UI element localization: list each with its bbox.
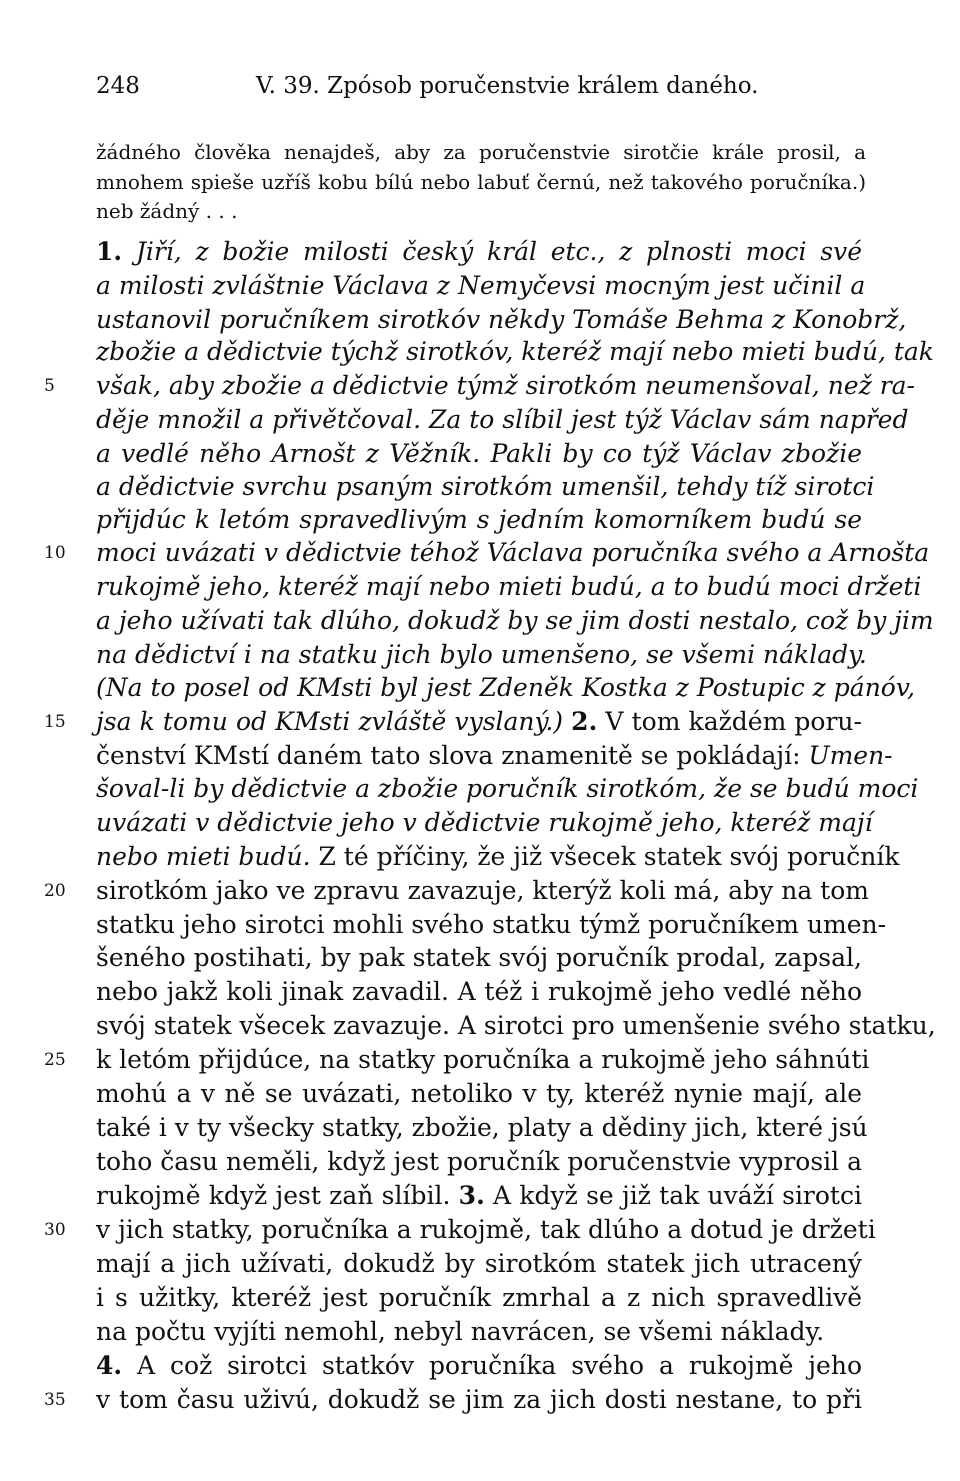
- text-line: uvázati v dědictvie jeho v dědictvie rukojmě jeho, kteréž mají: [96, 808, 873, 837]
- line-number: 30: [44, 1220, 66, 1240]
- text-line: rukojmě jeho, kteréž mají nebo mieti budú, a to budú moci držeti: [96, 572, 922, 601]
- text-line: a milosti zvláštnie Václava z Nemyčevsi mocným jest učinil a: [96, 271, 866, 300]
- text-line: statku jeho sirotci mohli svého statku týmž poručníkem umen-: [96, 910, 887, 939]
- text-line: (Na to posel od KMsti byl jest Zdeněk Kostka z Postupic z pánóv,: [96, 673, 915, 702]
- text-line: děje množil a přivětčoval. Za to slíbil jest týž Václav sám napřed: [96, 405, 909, 434]
- text-line: 4. A což sirotci statkóv poručníka svého a rukojmě jeho: [96, 1351, 862, 1380]
- text-line: k letóm přijdúce, na statky poručníka a rukojmě jeho sáhnúti: [96, 1045, 870, 1074]
- text-line: v tom času uživú, dokudž se jim za jich dosti nestane, to při: [96, 1385, 862, 1414]
- text-line: zbožie a dědictvie týchž sirotkóv, kteréž mají nebo mieti budú, tak: [96, 337, 934, 366]
- text-line: čenství KMstí daném tato slova znamenitě se pokládají: Umen-: [96, 741, 893, 770]
- text-line: však, aby zbožie a dědictvie týmž sirotkóm neumenšoval, než ra-: [96, 371, 916, 400]
- text-line: i s užitky, kteréž jest poručník zmrhal a z nich spravedlivě: [96, 1283, 862, 1312]
- text-line: nebo mieti budú. Z té příčiny, že již všecek statek svój poručník: [96, 842, 900, 871]
- line-number: 25: [44, 1050, 66, 1070]
- text-line: sirotkóm jako ve zpravu zavazuje, kterýž koli má, aby na tom: [96, 876, 869, 905]
- line-number: 5: [44, 376, 55, 396]
- text-line: nebo jakž koli jinak zavadil. A též i rukojmě jeho vedlé něho: [96, 977, 862, 1006]
- text-line: jsa k tomu od KMsti zvláště vyslaný.) 2. V tom každém poru-: [96, 707, 862, 736]
- text-line: také i v ty všecky statky, zbožie, platy a dědiny jich, které jsú: [96, 1113, 868, 1142]
- footnote-line: neb žádný . . .: [96, 199, 238, 223]
- footnote-line: mnohem spieše uzříš kobu bílú nebo labuť černú, než takového poručníka.): [96, 170, 866, 194]
- text-line: 1. Jiří, z božie milosti český král etc., z plnosti moci své: [96, 237, 862, 266]
- text-line: svój statek všecek zavazuje. A sirotci pro umenšenie svého statku,: [96, 1011, 936, 1040]
- text-line: toho času neměli, když jest poručník poručenstvie vyprosil a: [96, 1147, 862, 1176]
- text-line: a dědictvie svrchu psaným sirotkóm umenšil, tehdy tíž sirotci: [96, 472, 875, 501]
- running-header: [96, 73, 759, 99]
- text-line: šoval-li by dědictvie a zbožie poručník sirotkóm, že se budú moci: [96, 774, 919, 803]
- running-title: V. 39. Zpósob poručenstvie králem daného.: [256, 73, 759, 99]
- text-line: ustanovil poručníkem sirotkóv někdy Tomáše Behma z Konobrž,: [96, 305, 907, 334]
- line-number: 15: [44, 712, 66, 732]
- page-number: 248: [96, 73, 140, 99]
- text-line: na dědictví i na statku jich bylo umenšeno, se všemi náklady.: [96, 640, 867, 669]
- text-line: a vedlé něho Arnošt z Věžník. Pakli by co týž Václav zbožie: [96, 439, 862, 468]
- text-line: v jich statky, poručníka a rukojmě, tak dlúho a dotud je držeti: [96, 1215, 876, 1244]
- text-line: na počtu vyjíti nemohl, nebyl navrácen, se všemi náklady.: [96, 1317, 825, 1346]
- text-line: mohú a v ně se uvázati, netoliko v ty, kteréž nynie mají, ale: [96, 1079, 862, 1108]
- text-line: rukojmě když jest zaň slíbil. 3. A když se již tak uváží sirotci: [96, 1181, 862, 1210]
- line-number: 10: [44, 543, 66, 563]
- footnote-line: žádného člověka nenajdeš, aby za poručenstvie sirotčie krále prosil, a: [96, 140, 866, 164]
- text-line: šeného postihati, by pak statek svój poručník prodal, zapsal,: [96, 943, 862, 972]
- text-line: mají a jich užívati, dokudž by sirotkóm statek jich utracený: [96, 1249, 862, 1278]
- text-line: a jeho užívati tak dlúho, dokudž by se jim dosti nestalo, což by jim: [96, 606, 934, 635]
- line-number: 20: [44, 881, 66, 901]
- text-line: moci uvázati v dědictvie téhož Václava poručníka svého a Arnošta: [96, 538, 930, 567]
- line-number: 35: [44, 1390, 66, 1410]
- text-line: přijdúc k letóm spravedlivým s jedním komorníkem budú se: [96, 505, 862, 534]
